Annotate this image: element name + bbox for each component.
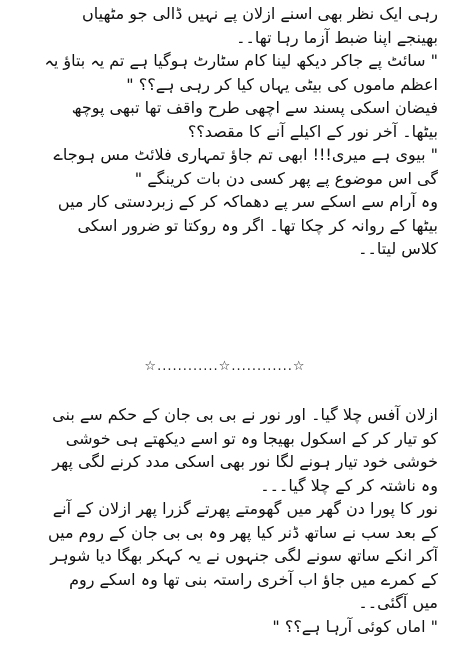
paragraph-2 (36, 403, 438, 638)
text-line: رہی ایک نظر بھی اسنے ازلان پے نہیں ڈالی جو مٹھیاں (81, 4, 438, 23)
paragraph-1 (36, 2, 438, 261)
text-line: وہ آرام سے اسکے سر پے دھماکہ کر کے زبردستی کار میں (57, 192, 438, 211)
text-line: " اماں کوئی آرہا ہے؟؟ " (272, 616, 438, 636)
text-line: اعظم ماموں کی بیٹی یہاں کیا کر رہی ہے؟؟ " (126, 74, 438, 94)
text-line: گی اس موضوع پے پھر کسی دن بات کرینگے " (134, 168, 438, 188)
text-line: " بیوی ہے میری!!! ابھی تم جاؤ تمہاری فلائٹ مس ہوجاے (53, 145, 438, 164)
text-line: وہ ناشتہ کر کے چلا گیا۔۔۔ (260, 475, 438, 495)
text-line: بیٹھا کے روانہ کر چکا تھا۔ اگر وہ روکتا تو ضرور اسکی (77, 215, 438, 235)
text-line: ازلان آفس چلا گیا۔ اور نور نے بی بی جان کے حکم سے بنی (52, 405, 438, 424)
text-line: " سائٹ پے جاکر دیکھ لینا کام سٹارٹ ہوگیا ہے تم یہ بتاؤ یہ (44, 51, 438, 70)
text-line: کے بعد سب نے ساتھ ڈنر کیا پھر وہ بی بی جان کے روم میں (47, 522, 438, 542)
text-line: میں آگئی۔۔ (358, 593, 438, 612)
text-line: نور کا پورا دن گھر میں گھومتے پھرتے گزرا پھر ازلان کے آنے (52, 499, 438, 518)
text-line: کلاس لیتا۔۔ (358, 239, 438, 258)
text-line: بیٹھا۔ آخر نور کے اکیلے آنے کا مقصد؟؟ (187, 121, 438, 141)
text-line: فیضان اسکی پسند سے اچھی طرح واقف تھا تبھی پوچھ (71, 98, 438, 117)
text-line: بھینجے اپنا ضبط آزما رہا تھا۔۔ (236, 27, 438, 47)
scene-separator: ☆............☆............☆ (144, 359, 306, 374)
text-line: خوشی خود تیار ہونے لگا نور بھی اسکی مدد کرنے لگی پھر (52, 452, 438, 471)
text-line: آکر انکے ساتھ سونے لگی جنہوں نے یہ کہکر بھگا دیا شوہر (50, 546, 438, 565)
text-line: کو تیار کر کے اسکول بھیجا وہ تو اسے دیکھتے ہی خوشی (65, 428, 438, 448)
text-line: کے کمرے میں جاؤ اب آخری راستہ بنی تھا وہ اسکے روم (69, 569, 438, 589)
